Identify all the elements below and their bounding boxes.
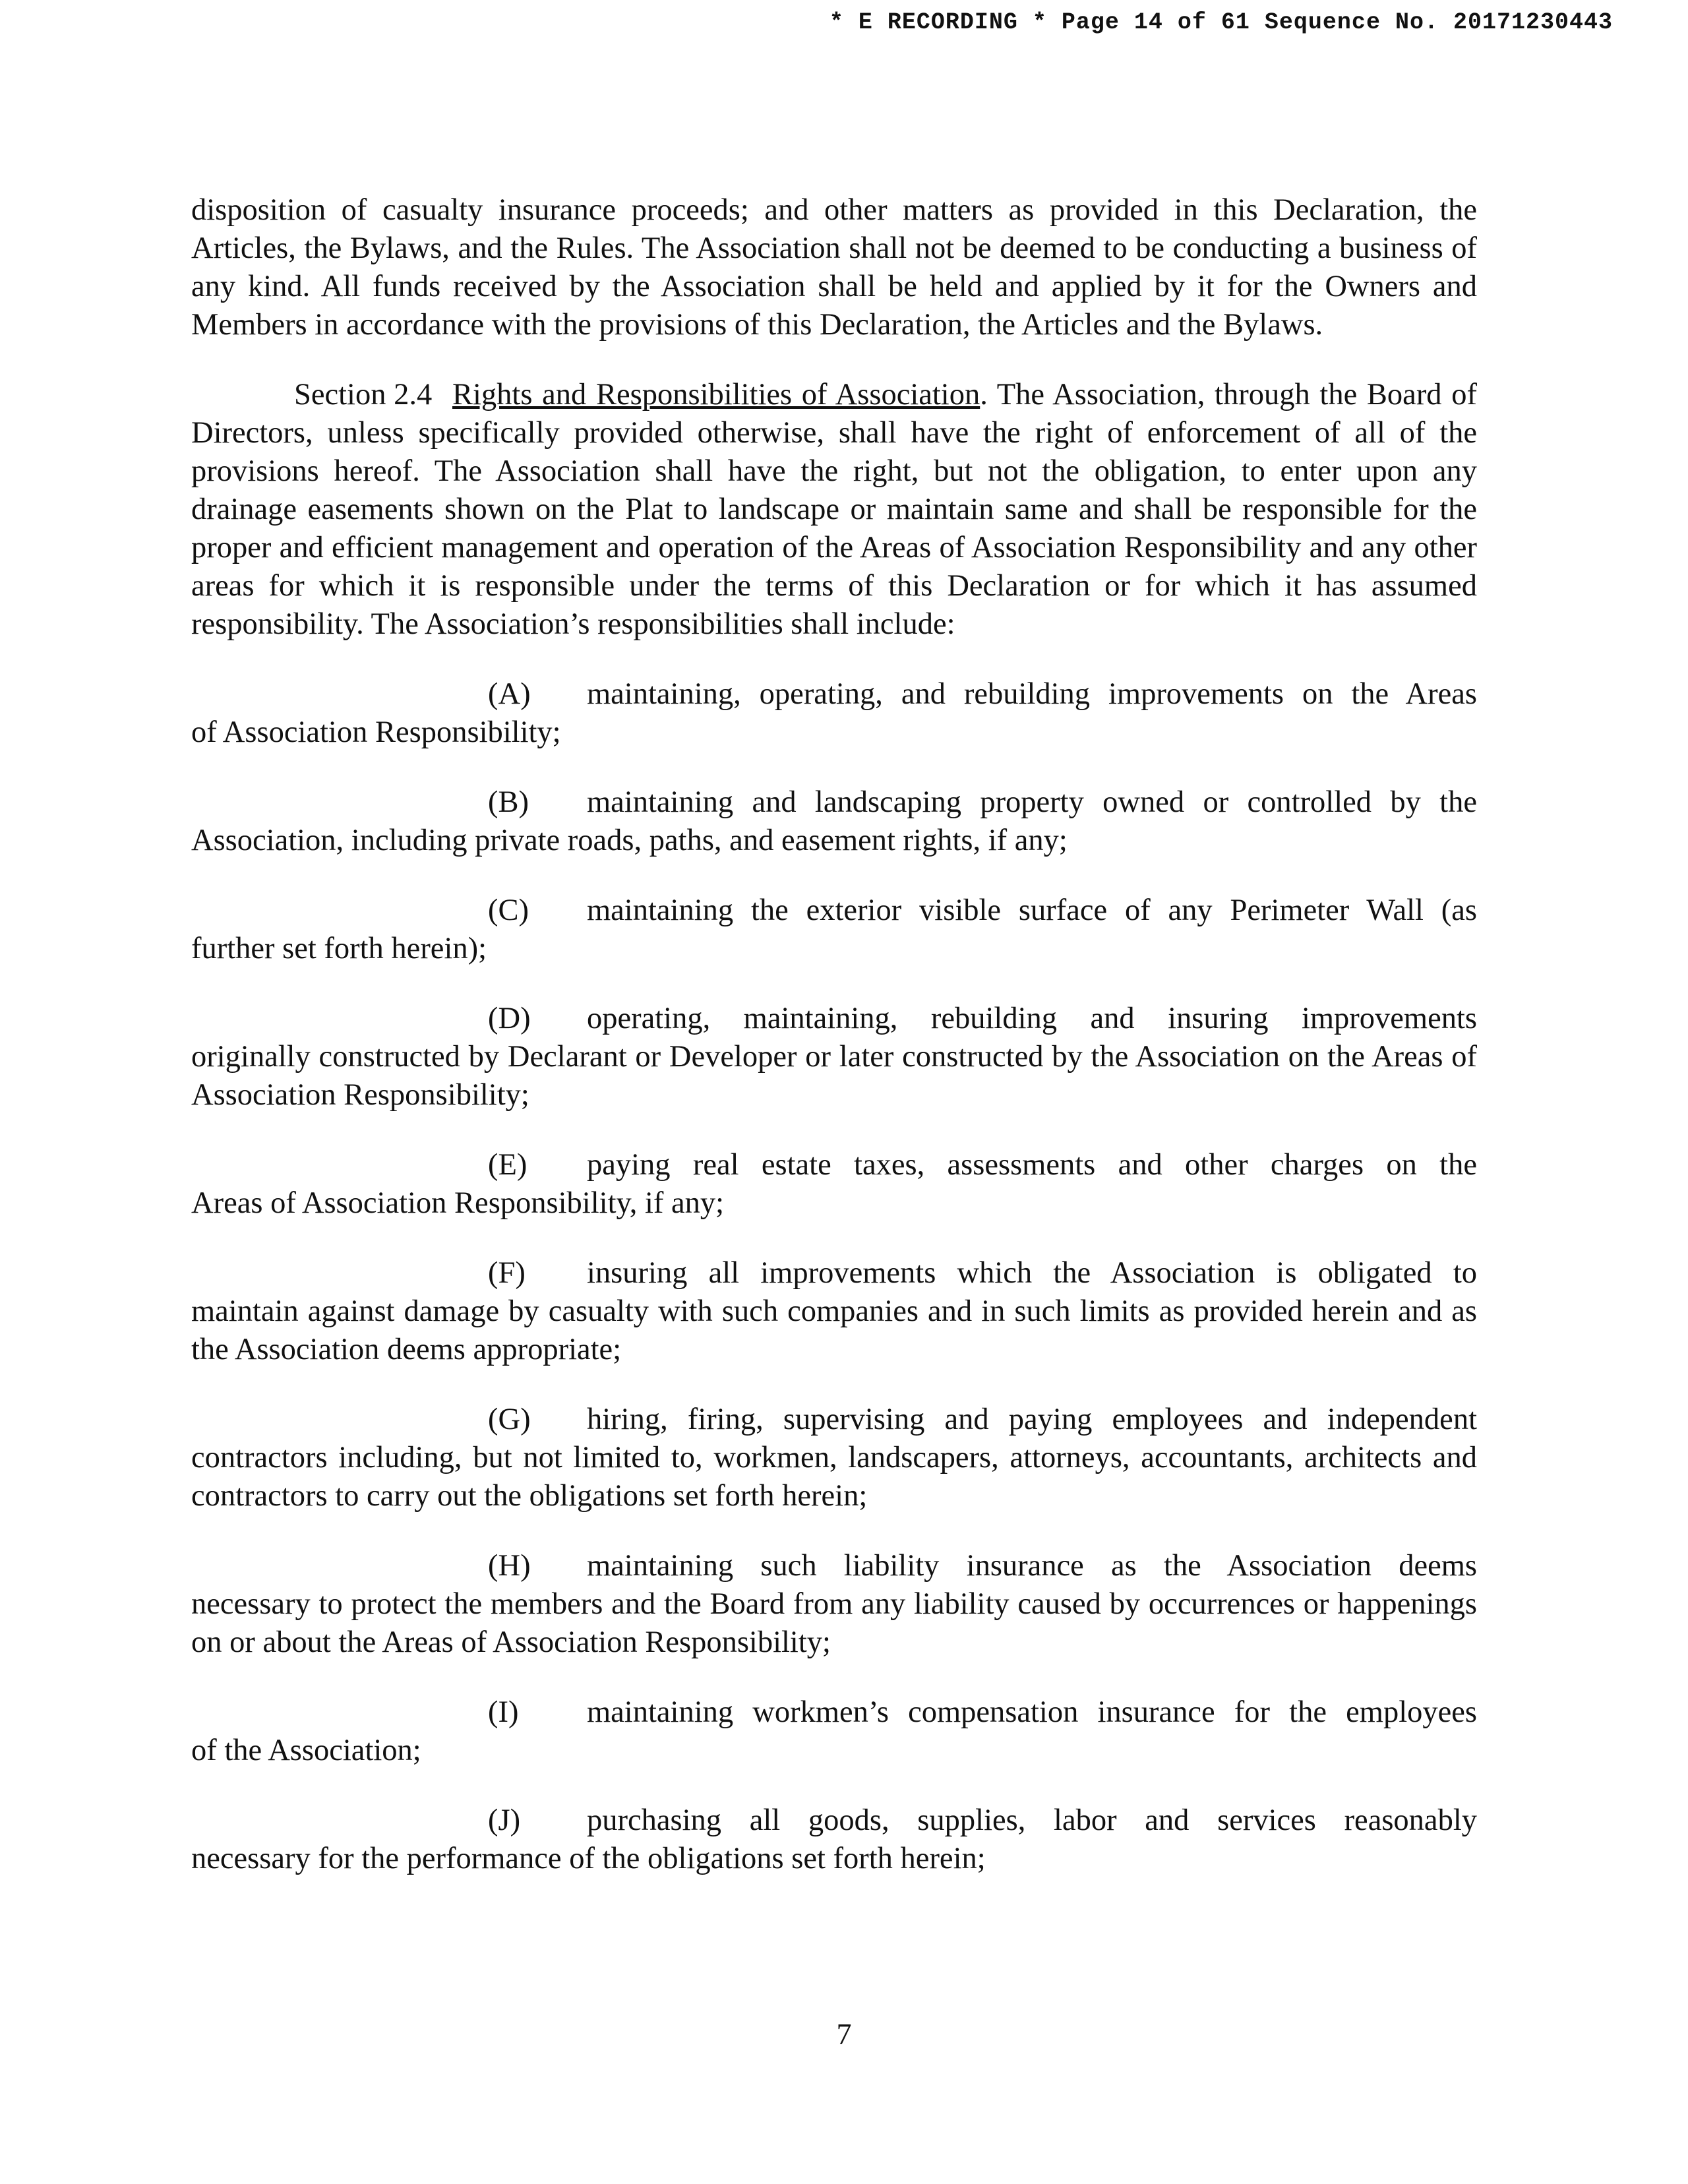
list-item-letter: (E)	[488, 1148, 528, 1182]
list-item-first-line	[191, 1146, 1477, 1184]
list-item-letter: (C)	[488, 894, 529, 927]
list-item-first-line	[191, 1000, 1477, 1038]
section-title: Rights and Responsibilities of Association	[452, 378, 980, 411]
list-item-text: maintaining the exterior visible surface of any Perimeter Wall (as	[587, 894, 1477, 927]
list-item-first-line	[191, 1547, 1477, 1585]
section-2-4-paragraph	[191, 376, 1477, 644]
list-item-continuation: maintain against damage by casualty with such companies and in such limits as provided herein and as the Association deems appropriate;	[191, 1294, 1477, 1366]
list-item-continuation: necessary to protect the members and the Board from any liability caused by occurrences or happenings on or about the Areas of Association Responsibility;	[191, 1587, 1477, 1659]
list-item	[191, 1802, 1477, 1878]
responsibility-list	[191, 675, 1477, 1878]
list-item-text: hiring, firing, supervising and paying employees and independent	[587, 1403, 1477, 1436]
list-item-letter: (A)	[488, 677, 531, 711]
section-text: . The Association, through the Board of Directors, unless specifically provided otherwise, shall have the right of enforcement of all of the provisions hereof. The Association shall have the right, but not the obligation, to enter upon any drainage easements shown on the Plat to landscape or maintain same and shall be responsible for the proper and efficient management and operation of the Areas of Association Responsibility and any other areas for which it is responsible under the terms of this Declaration or for which it has assumed responsibility. The Association’s responsibilities shall include:	[191, 378, 1477, 641]
document-body	[191, 191, 1477, 1878]
list-item-first-line	[191, 675, 1477, 713]
list-item-first-line	[191, 1401, 1477, 1439]
list-item	[191, 783, 1477, 860]
list-item	[191, 892, 1477, 968]
list-item	[191, 1693, 1477, 1770]
list-item	[191, 1146, 1477, 1223]
list-item-text: maintaining workmen’s compensation insurance for the employees	[587, 1695, 1477, 1729]
paragraph-continued: disposition of casualty insurance proceeds; and other matters as provided in this Declaration, the Articles, the Bylaws, and the Rules. The Association shall not be deemed to be conducting a business of any kind. All funds received by the Association shall be held and applied by it for the Owners and Members in accordance with the provisions of this Declaration, the Articles and the Bylaws.	[191, 193, 1477, 342]
list-item-continuation: of the Association;	[191, 1734, 421, 1767]
list-item-letter: (F)	[488, 1256, 526, 1290]
section-number: Section 2.4	[294, 378, 433, 411]
list-item-continuation: necessary for the performance of the obligations set forth herein;	[191, 1842, 986, 1875]
list-item-first-line	[191, 783, 1477, 822]
list-item-first-line	[191, 1254, 1477, 1292]
list-item-letter: (D)	[488, 1002, 531, 1035]
list-item-continuation: originally constructed by Declarant or Developer or later constructed by the Association on the Areas of Association Responsibility;	[191, 1040, 1477, 1112]
list-item-continuation: of Association Responsibility;	[191, 715, 561, 749]
list-item-text: paying real estate taxes, assessments and other charges on the	[587, 1148, 1477, 1182]
list-item	[191, 675, 1477, 752]
page-number: 7	[836, 2017, 852, 2051]
list-item	[191, 1547, 1477, 1662]
list-item	[191, 1000, 1477, 1114]
list-item-continuation: further set forth herein);	[191, 932, 487, 965]
list-item-letter: (J)	[488, 1804, 521, 1837]
list-item	[191, 1254, 1477, 1369]
list-item-continuation: contractors including, but not limited to, workmen, landscapers, attorneys, accountants, architects and contractors to carry out the obligations set forth herein;	[191, 1441, 1477, 1513]
list-item-text: purchasing all goods, supplies, labor and services reasonably	[587, 1804, 1477, 1837]
list-item-letter: (H)	[488, 1549, 531, 1583]
list-item-text: maintaining, operating, and rebuilding improvements on the Areas	[587, 677, 1477, 711]
list-item-text: maintaining and landscaping property owned or controlled by the	[587, 785, 1477, 819]
list-item-first-line	[191, 1802, 1477, 1840]
list-item-letter: (G)	[488, 1403, 531, 1436]
list-item-continuation: Association, including private roads, paths, and easement rights, if any;	[191, 824, 1068, 857]
list-item-text: insuring all improvements which the Association is obligated to	[587, 1256, 1477, 1290]
list-item-first-line	[191, 1693, 1477, 1732]
list-item-continuation: Areas of Association Responsibility, if any;	[191, 1186, 725, 1220]
list-item-text: operating, maintaining, rebuilding and insuring improvements	[587, 1002, 1477, 1035]
list-item-text: maintaining such liability insurance as the Association deems	[587, 1549, 1477, 1583]
list-item-first-line	[191, 892, 1477, 930]
list-item-letter: (B)	[488, 785, 529, 819]
list-item	[191, 1401, 1477, 1515]
recording-header: * E RECORDING * Page 14 of 61 Sequence No. 20171230443	[829, 9, 1613, 36]
list-item-letter: (I)	[488, 1695, 519, 1729]
